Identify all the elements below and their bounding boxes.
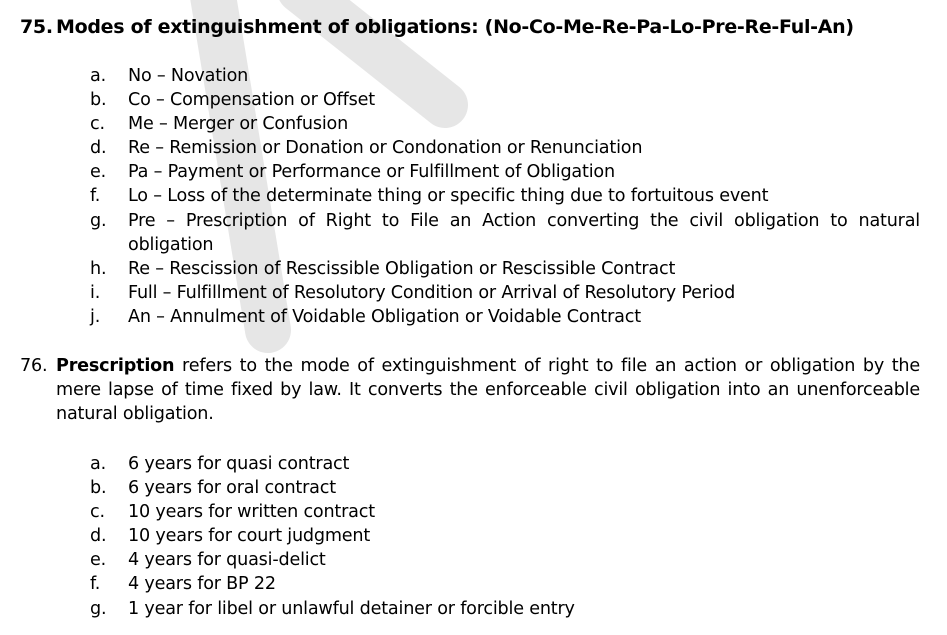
list-item xyxy=(90,281,920,305)
prescription-periods-list xyxy=(90,452,920,621)
list-item xyxy=(90,88,920,112)
list-item xyxy=(90,548,920,572)
section-75-heading xyxy=(20,14,854,40)
list-item-text: 10 years for written contract xyxy=(128,502,375,523)
list-marker: c. xyxy=(90,114,105,135)
modes-list xyxy=(90,64,920,329)
list-item xyxy=(90,136,920,160)
list-item xyxy=(90,305,920,329)
list-item-text: 4 years for BP 22 xyxy=(128,574,276,595)
list-item-text: Pre – Prescription of Right to File an Action converting the civil obligation to natural obligation xyxy=(128,210,920,255)
list-marker: g. xyxy=(90,210,107,231)
list-item-text: No – Novation xyxy=(128,66,249,86)
list-item xyxy=(90,112,920,136)
list-marker: b. xyxy=(90,478,107,499)
list-marker: c. xyxy=(90,502,105,523)
list-item-text: Full – Fulfillment of Resolutory Condition or Arrival of Resolutory Period xyxy=(128,282,736,303)
list-marker: d. xyxy=(90,138,107,159)
section-75-title: Modes of extinguishment of obligations: (No-Co-Me-Re-Pa-Lo-Pre-Re-Ful-An) xyxy=(56,16,854,38)
section-76-body xyxy=(56,354,920,426)
list-marker: a. xyxy=(90,66,106,86)
list-item xyxy=(90,476,920,500)
list-item-text: 6 years for quasi contract xyxy=(128,454,350,474)
list-marker: j. xyxy=(90,306,101,327)
section-75-number: 75. xyxy=(20,16,53,38)
list-item xyxy=(90,64,920,88)
list-item-text: Re – Remission or Donation or Condonation or Renunciation xyxy=(128,138,643,159)
list-item xyxy=(90,257,920,281)
list-item xyxy=(90,597,920,621)
list-item-text: An – Annulment of Voidable Obligation or Voidable Contract xyxy=(128,306,641,327)
list-marker: f. xyxy=(90,574,101,595)
list-item-text: Co – Compensation or Offset xyxy=(128,90,375,111)
list-marker: e. xyxy=(90,550,107,571)
section-76-paragraph xyxy=(20,354,920,426)
list-marker: h. xyxy=(90,258,107,279)
list-item-text: Re – Rescission of Rescissible Obligation or Rescissible Contract xyxy=(128,258,676,279)
list-marker: e. xyxy=(90,162,107,183)
list-item xyxy=(90,160,920,184)
list-item xyxy=(90,500,920,524)
list-item xyxy=(90,572,920,596)
list-item-text: 6 years for oral contract xyxy=(128,478,336,499)
list-item-text: Pa – Payment or Performance or Fulfillment of Obligation xyxy=(128,162,615,183)
list-item xyxy=(90,452,920,476)
list-item-text: 10 years for court judgment xyxy=(128,526,371,547)
list-marker: g. xyxy=(90,598,107,619)
list-marker: f. xyxy=(90,186,101,207)
prescription-definition: refers to the mode of extinguishment of right to file an action or obligation by the mere lapse of time fixed by law. It converts the enforceable civil obligation into an unenforceable natural obligation. xyxy=(56,356,920,425)
list-item xyxy=(90,184,920,208)
section-76-number: 76. xyxy=(20,356,48,376)
list-item-text: 1 year for libel or unlawful detainer or forcible entry xyxy=(128,598,575,619)
list-marker: b. xyxy=(90,90,107,111)
list-item-text: Lo – Loss of the determinate thing or specific thing due to fortuitous event xyxy=(128,186,769,207)
list-marker: d. xyxy=(90,526,107,547)
list-item xyxy=(90,209,920,257)
prescription-term: Prescription xyxy=(56,356,175,376)
list-marker: a. xyxy=(90,454,106,474)
list-marker: i. xyxy=(90,282,101,303)
list-item-text: 4 years for quasi-delict xyxy=(128,550,326,571)
list-item xyxy=(90,524,920,548)
list-item-text: Me – Merger or Confusion xyxy=(128,114,349,135)
